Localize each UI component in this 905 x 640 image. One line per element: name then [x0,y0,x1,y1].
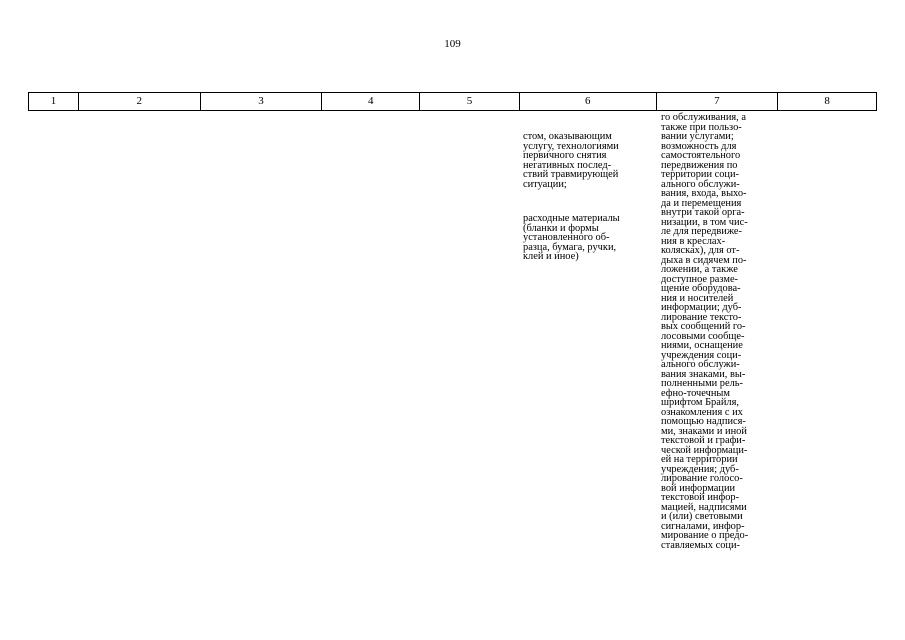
column-header-4: 4 [321,93,419,110]
page-number: 109 [444,38,461,50]
column-6-paragraph: расходные материалы (бланки и формы установленного об- разца, бумага, ручки, клей и иное) [523,213,620,262]
column-header-5: 5 [419,93,519,110]
column-header-2: 2 [78,93,200,110]
column-6-cell [523,113,620,271]
column-header-3: 3 [200,93,322,110]
column-header-7: 7 [656,93,778,110]
column-header-6: 6 [519,93,656,110]
table-header-row [28,92,877,111]
column-header-1: 1 [50,95,57,107]
column-7-cell: го обслуживания, а также при пользо- вании услугами; возможность для самостоятельного передвижения по территории соци- ального обслужи- вания, входа, выхо- да и перемещения внутри такой орга- низации, в том чис- ле для передвиже- ния в креслах- колясках), для от- дыха в сидячем по- ложении, а также доступное разме- щение оборудова- ния и носителей информации; дуб- лирование тексто- вых сообщений го- лосовыми сообще- ниями, оснащение учреждения соци- ального обслужи- вания знаками, вы- полненными рель- ефно-точечным шрифтом Брайля, ознакомления с их помощью надпися- ми, знаками и иной текстовой и графи- ческой информаци- ей на территории учреждения; дуб- лирование голосо- вой информации текстовой инфор- мацией, надписями и (или) световыми сигналами, инфор- мирование о предо- ставляемых соци- [661,112,749,551]
column-6-paragraph: стом, оказывающим услугу, технологиями первичного снятия негативных послед- ствий травмирующей ситуации; [523,131,619,190]
column-header-8: 8 [777,93,876,110]
